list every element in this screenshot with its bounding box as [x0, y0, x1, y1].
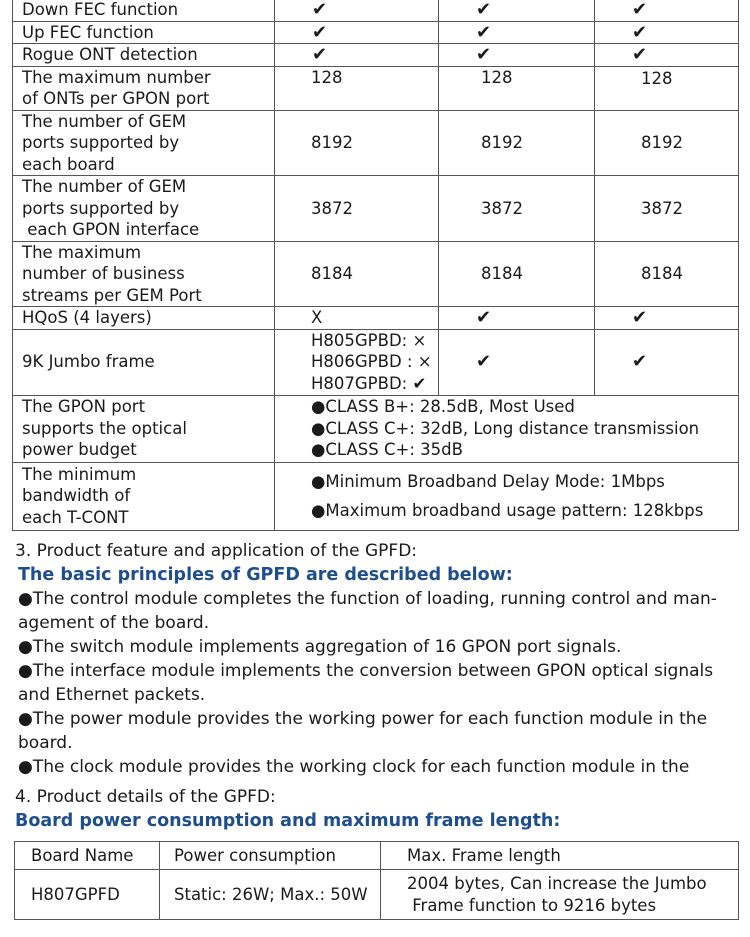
value-cell: 8184 [595, 241, 739, 307]
table-row [15, 870, 739, 920]
feature-cell: Down FEC function [13, 0, 275, 21]
value-cell: 8192 [439, 110, 595, 176]
table-row [13, 329, 739, 395]
check-icon: ✔ [632, 44, 648, 65]
header-cell: Board Name [15, 842, 160, 870]
check-icon: ✔ [312, 44, 328, 65]
feature-cell: The maximum number of ONTs per GPON port [13, 66, 275, 110]
feature-cell: Rogue ONT detection [13, 44, 275, 67]
header-cell: Power consumption [160, 842, 381, 870]
check-icon: ✔ [476, 44, 492, 65]
value-cell: 3872 [275, 176, 439, 242]
feature-cell: The number of GEM ports supported by each board [13, 110, 275, 176]
value-cell: 3872 [439, 176, 595, 242]
value-cell: 8184 [439, 241, 595, 307]
value-cell: 128 [439, 66, 595, 110]
value-cell: 128 [275, 66, 439, 110]
feature-cell: The maximum number of business streams per GEM Port [13, 241, 275, 307]
feature-cell: The GPON port supports the optical power budget [13, 395, 275, 462]
value-cell: H807GPFD [15, 870, 160, 920]
power-table [14, 841, 739, 920]
check-icon: ✔ [476, 307, 492, 328]
table-row [13, 241, 739, 307]
table-row [13, 307, 739, 330]
paragraph: ●The control module completes the function of loading, running control and man- agement of the board. ●The switch module implements aggregation of 16 GPON port signals. ●The interface module implements the conversion between GPON optical signals and Ethernet packets. ●The power module provides the working power for each function module in the board. ●The clock module provides the working clock for each function module in the [18, 589, 717, 777]
check-icon: ✔ [632, 0, 648, 20]
section-4-heading: Board power consumption and maximum frame length: [15, 811, 561, 831]
value-cell: H805GPBD: × H806GPBD : × H807GPBD: ✔ [275, 329, 439, 395]
table-row [13, 395, 739, 462]
check-icon: ✔ [312, 21, 328, 43]
table-row [13, 176, 739, 242]
spec-table [12, 0, 739, 531]
check-icon: ✔ [476, 21, 492, 43]
feature-cell: 9K Jumbo frame [13, 329, 275, 395]
feature-cell: The number of GEM ports supported by each GPON interface [13, 176, 275, 242]
feature-cell: HQoS (4 layers) [13, 307, 275, 330]
check-icon: ✔ [476, 351, 492, 373]
table-row [13, 0, 739, 21]
table-row [13, 44, 739, 67]
table-row [13, 462, 739, 530]
check-icon: ✔ [632, 351, 648, 373]
value-cell: 2004 bytes, Can increase the Jumbo Frame function to 9216 bytes [381, 870, 739, 920]
feature-cell: The minimum bandwidth of each T-CONT [13, 462, 275, 530]
value-cell: 3872 [595, 176, 739, 242]
value-cell: 8192 [595, 110, 739, 176]
table-row [15, 842, 739, 870]
value-cell: 8192 [275, 110, 439, 176]
table-row [13, 110, 739, 176]
value-cell: 8184 [275, 241, 439, 307]
check-icon: ✔ [632, 21, 648, 43]
section-3-title: 3. Product feature and application of the GPFD: [15, 541, 418, 561]
check-icon: ✔ [312, 0, 328, 20]
value-cell: ●Minimum Broadband Delay Mode: 1Mbps ●Maximum broadband usage pattern: 128kbps [275, 462, 739, 530]
check-icon: ✔ [632, 307, 648, 328]
table-row [13, 21, 739, 44]
header-cell: Max. Frame length [381, 842, 739, 870]
value-cell: ●CLASS B+: 28.5dB, Most Used ●CLASS C+: 32dB, Long distance transmission ●CLASS C+: 35dB [275, 395, 739, 462]
value-cell: X [275, 307, 439, 330]
table-row [13, 66, 739, 110]
section-4-title: 4. Product details of the GPFD: [15, 787, 276, 807]
check-icon: ✔ [476, 0, 492, 20]
section-3-heading: The basic principles of GPFD are described below: [18, 565, 513, 585]
feature-cell: Up FEC function [13, 21, 275, 44]
value-cell: 128 [595, 66, 739, 110]
value-cell: Static: 26W; Max.: 50W [160, 870, 381, 920]
